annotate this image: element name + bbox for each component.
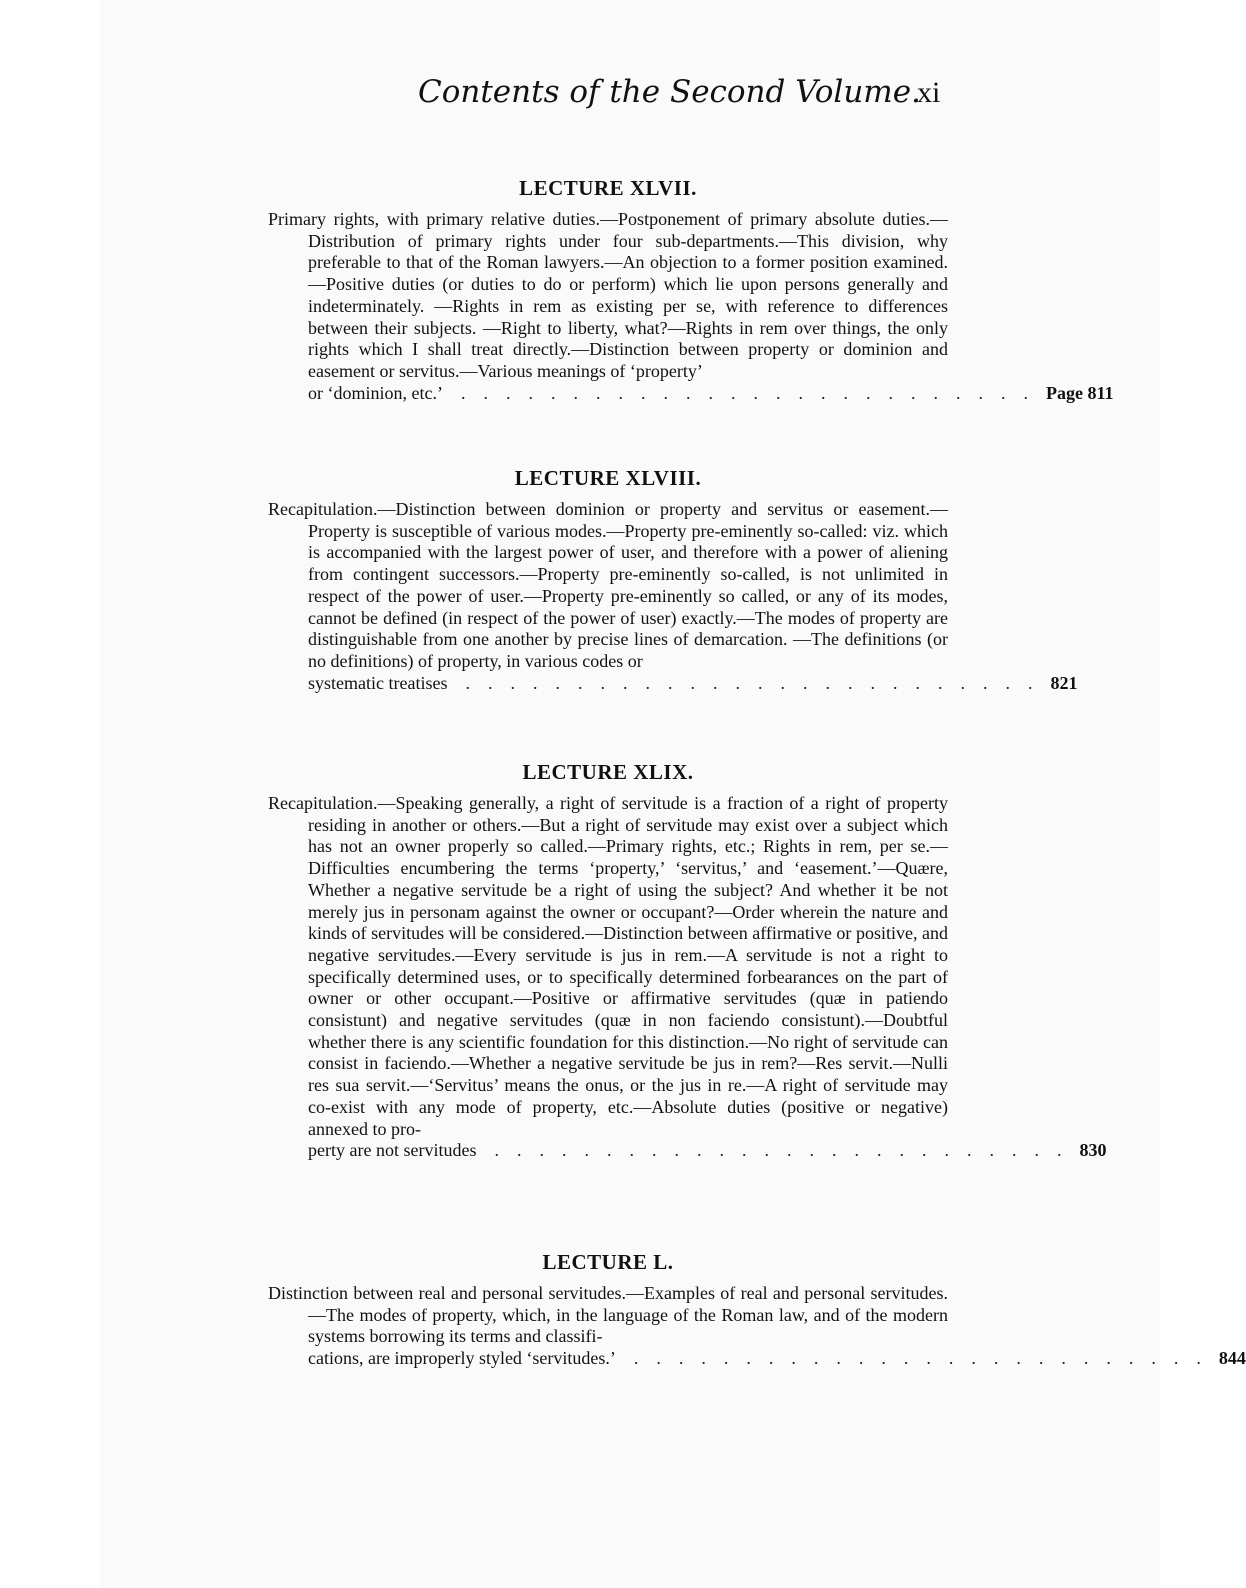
page-reference: 830	[1079, 1140, 1107, 1161]
lecture-summary	[268, 499, 1078, 694]
lecture-summary	[268, 209, 1114, 404]
lecture-l	[268, 1250, 1246, 1370]
page-folio: xi	[917, 76, 941, 109]
last-line-text: perty are not servitudes	[308, 1140, 477, 1161]
page-reference: 821	[1050, 672, 1078, 693]
summary-last-line	[308, 1140, 1107, 1162]
lecture-heading: LECTURE L.	[542, 1250, 674, 1274]
page-reference: 844	[1218, 1348, 1246, 1369]
lecture-xlvii	[268, 176, 1114, 404]
lecture-summary	[268, 1283, 1246, 1370]
summary-text: Distinction between real and personal servitudes.—Examples of real and personal servitudes.—The modes of property, which, in the language of the Roman law, and of the modern systems borrowing its terms and classifi-	[268, 1283, 948, 1347]
page-reference: Page 811	[1045, 382, 1114, 403]
summary-last-line	[308, 672, 1078, 695]
running-title: Contents of the Second Volume.	[418, 74, 921, 110]
dot-leader: ..........................	[494, 1140, 1080, 1161]
lecture-heading: LECTURE XLVIII.	[514, 466, 702, 490]
lecture-heading: LECTURE XLVII.	[519, 176, 697, 200]
running-head	[0, 74, 1191, 124]
dot-leader: ..........................	[465, 672, 1051, 693]
summary-last-line	[308, 382, 1114, 405]
lecture-xlix	[268, 760, 1107, 1162]
lecture-xlviii	[268, 466, 1078, 694]
dot-leader: ..........................	[460, 382, 1046, 403]
summary-text: Recapitulation.—Speaking generally, a right of servitude is a fraction of a right of property residing in another or others.—But a right of servitude may exist over a subject which has not an owner properly so called.—Primary rights, etc.; Rights in rem, per se.—Difficulties encumbering the terms ‘property,’ ‘servitus,’ and ‘easement.’—Quære, Whether a negative servitude be a right of using the subject? And whether it be not merely jus in personam against the owner or occupant?—Order wherein the nature and kinds of servitudes will be considered.—Distinction between affirmative or positive, and negative servitudes.—Every servitude is jus in rem.—A servitude is not a right to specifically determined uses, or to specifically determined forbearances on the part of owner or other occupant.—Positive or affirmative servitudes (quæ in patiendo consistunt) and negative servitudes (quæ in non faciendo consistunt).—Doubtful whether there is any scientific foundation for this distinction.—No right of servitude can consist in faciendo.—Whether a negative servitude be jus in rem?—Res servit.—Nulli res sua servit.—‘Servitus’ means the onus, or the jus in re.—A right of servitude may co-exist with any mode of property, etc.—Absolute duties (positive or negative) annexed to pro-	[268, 793, 948, 1139]
dot-leader: ..........................	[633, 1348, 1219, 1369]
summary-text: Primary rights, with primary relative duties.—Postponement of primary absolute duties.—Distribution of primary rights under four sub-departments.—This division, why preferable to that of the Roman lawyers.—An objection to a former position examined.—Positive duties (or duties to do or perform) which lie upon persons generally and indeterminately. —Rights in rem as existing per se, with reference to differences between their subjects. —Right to liberty, what?—Rights in rem over things, the only rights which I shall treat directly.—Distinction between property or dominion and easement or servitus.—Various meanings of ‘property’	[268, 209, 948, 381]
lecture-summary	[268, 793, 1107, 1162]
last-line-text: systematic treatises	[308, 672, 448, 693]
last-line-text: or ‘dominion, etc.’	[308, 382, 443, 403]
lecture-heading: LECTURE XLIX.	[522, 760, 694, 784]
last-line-text: cations, are improperly styled ‘servitudes.’	[308, 1348, 616, 1369]
summary-last-line	[308, 1348, 1246, 1370]
summary-text: Recapitulation.—Distinction between dominion or property and servitus or easement.—Property is susceptible of various modes.—Property pre-eminently so-called: viz. which is accompanied with the largest power of user, and therefore with a power of aliening from contingent successors.—Property pre-eminently so-called, is not unlimited in respect of the power of user.—Property pre-eminently so called, or any of its modes, cannot be defined (in respect of the power of user) exactly.—The modes of property are distinguishable from one another by precise lines of demarcation. —The definitions (or no definitions) of property, in various codes or	[268, 499, 948, 671]
